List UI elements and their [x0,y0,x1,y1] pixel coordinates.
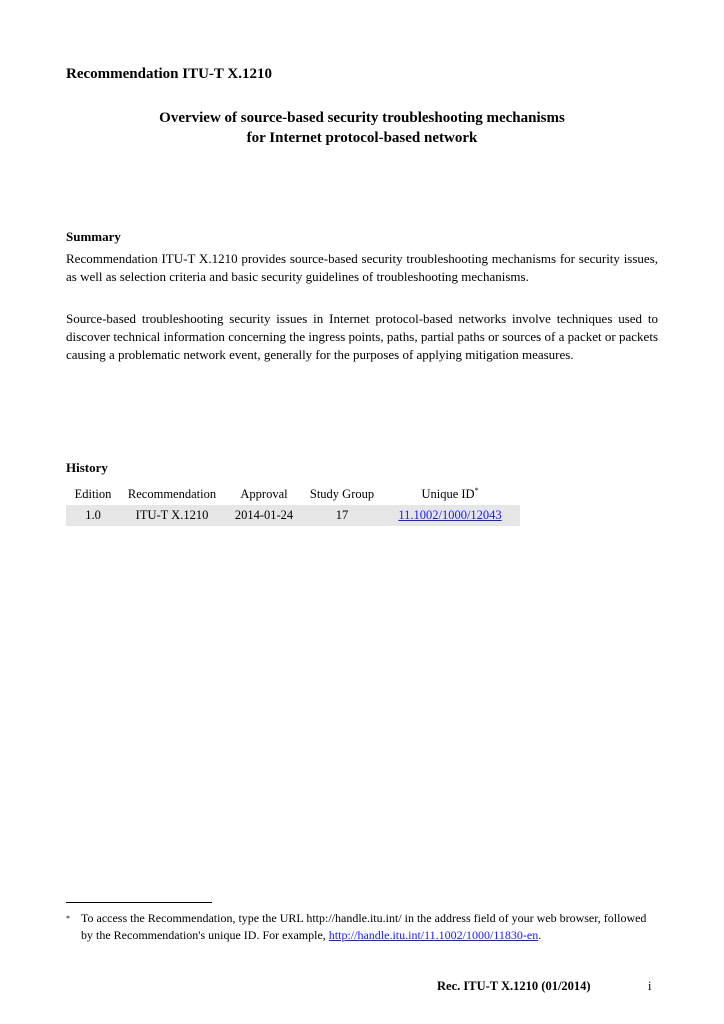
footnote-text-body: To access the Recommendation, type the URL http://handle.itu.int/ in the address field of your web browser, followed by the Recommendation's unique ID. For example, [81,911,647,942]
column-header-study-group: Study Group [309,487,375,501]
cell-approval: 2014-01-24 [224,505,304,526]
footnote-example-link[interactable]: http://handle.itu.int/11.1002/1000/11830-en [328,928,539,942]
unique-id-link[interactable]: 11.1002/1000/12043 [398,508,502,522]
column-header-unique-id [380,484,520,505]
footnote-mark: * [66,914,70,923]
title-line-2: for Internet protocol-based network [246,130,478,146]
summary-paragraph-1: Recommendation ITU-T X.1210 provides source-based security troubleshooting mechanisms for security issues, as well as selection criteria and basic security guidelines of troubleshooting mechanisms. [66,251,658,284]
page-number: i [648,979,652,993]
recommendation-id: Recommendation ITU-T X.1210 [66,66,272,82]
footnote [66,910,658,944]
footnote-text-end: . [538,928,542,942]
title-line-1: Overview of source-based security troubleshooting mechanisms [159,110,565,126]
cell-recommendation: ITU-T X.1210 [120,505,224,526]
history-header-row [66,484,520,505]
cell-unique-id [380,505,520,526]
cell-edition: 1.0 [66,505,120,526]
footnote-text [81,910,658,944]
summary-heading: Summary [66,229,121,244]
column-header-recommendation: Recommendation [127,487,217,501]
summary-paragraph-2: Source-based troubleshooting security issues in Internet protocol-based networks involve techniques used to discover technical information concerning the ingress points, paths, partial paths or sources of a packet or packets causing a problematic network event, generally for the purposes of applying mitigation measures. [66,311,658,362]
unique-id-label: Unique ID [421,487,475,502]
column-header-approval: Approval [240,487,288,501]
history-heading: History [66,460,108,475]
footer-reference: Rec. ITU-T X.1210 (01/2014) [437,979,591,993]
footnote-divider [66,902,212,903]
column-header-edition: Edition [74,487,112,501]
document-title [66,108,658,148]
cell-study-group: 17 [304,505,380,526]
footnote-reference-mark: * [474,486,479,496]
history-table [66,484,520,526]
table-row [66,505,520,526]
